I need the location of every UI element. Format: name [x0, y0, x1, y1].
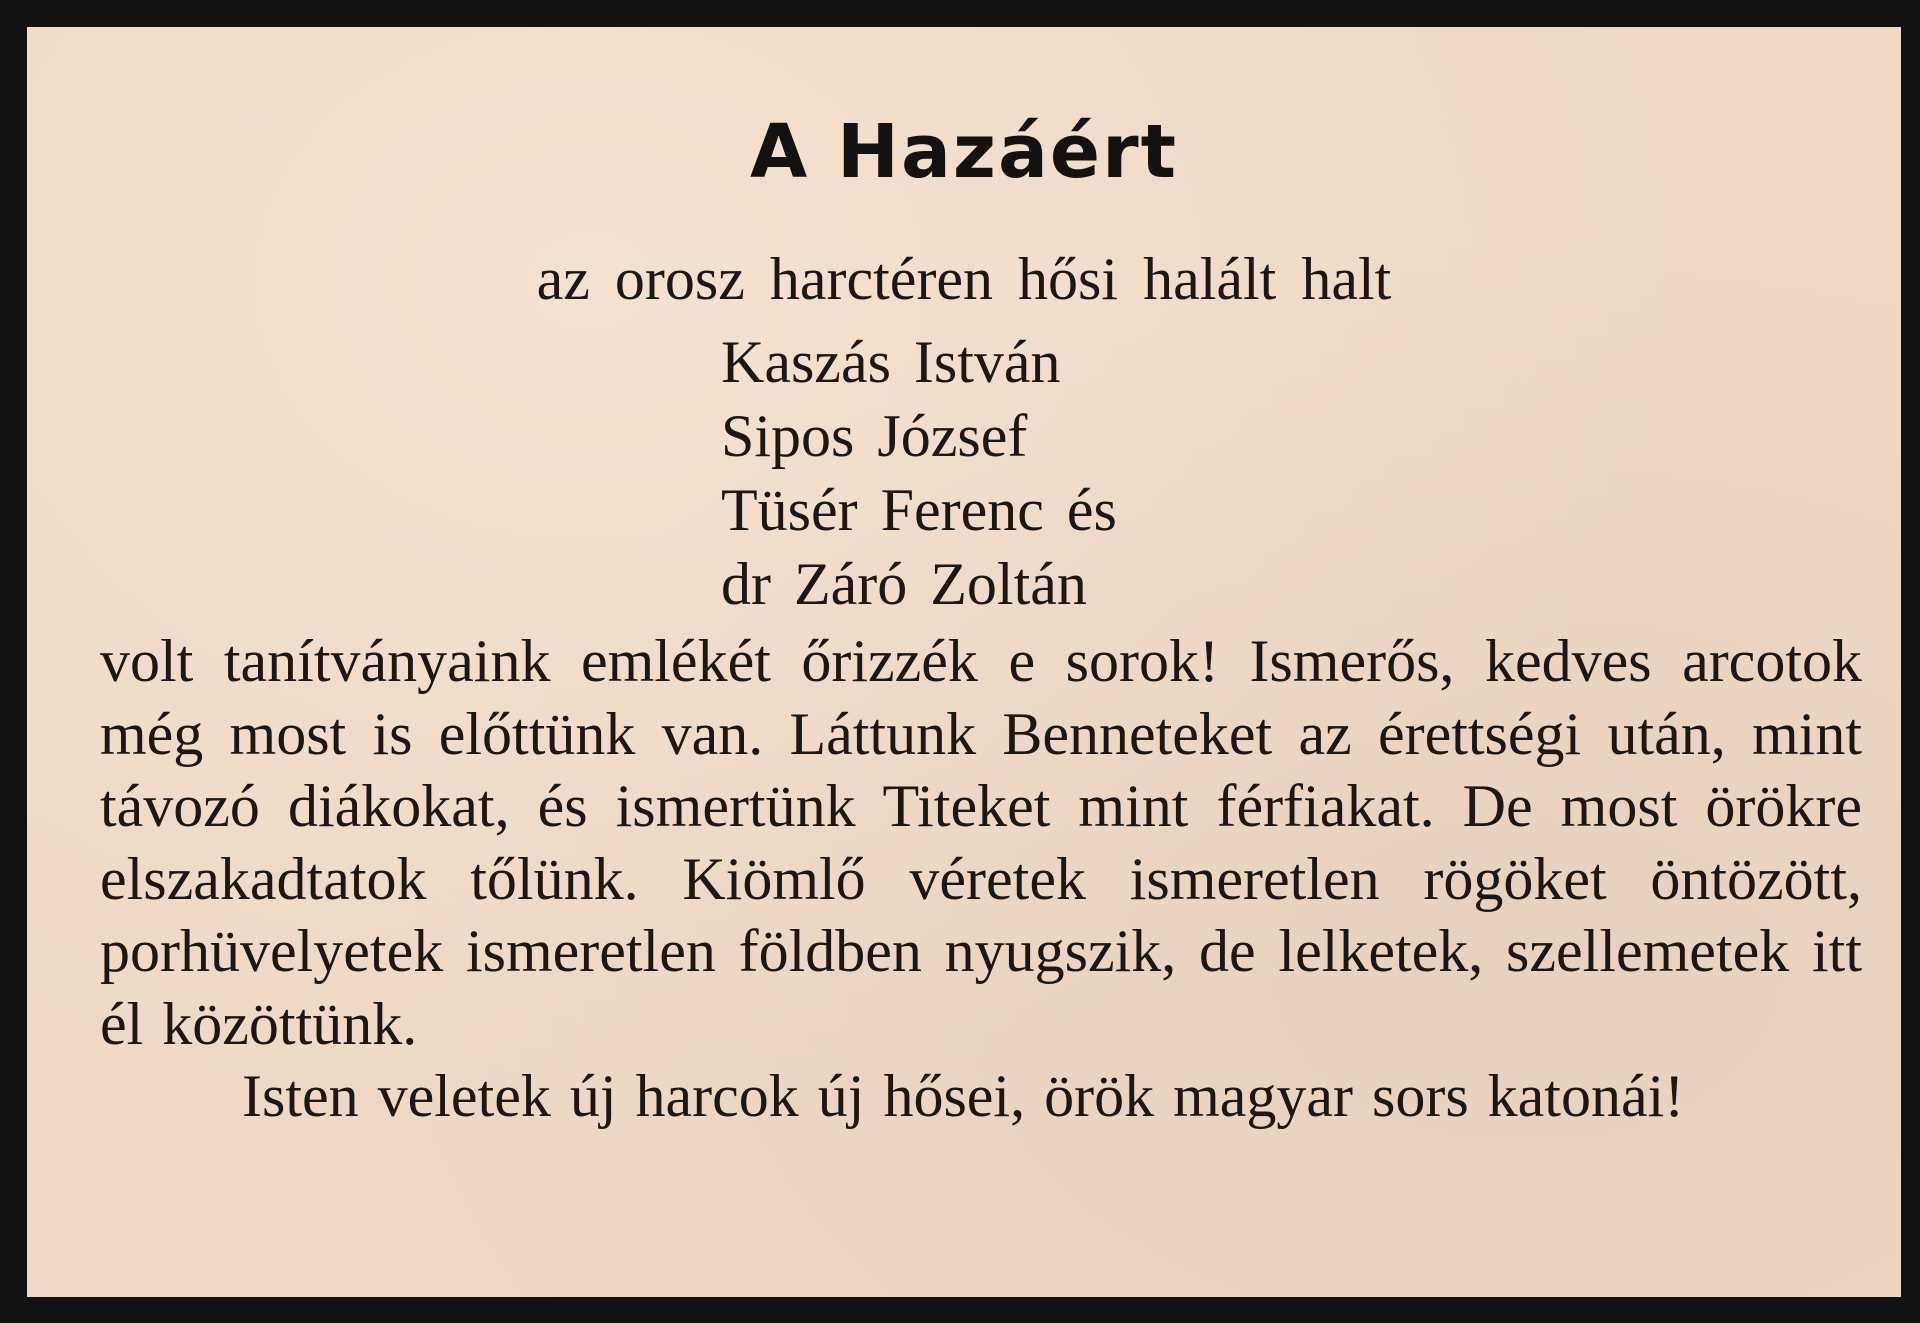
body-paragraph-tribute: volt tanítványaink emlékét őrizzék e sorok! Ismerős, kedves arcotok még most is előttünk van. Láttunk Benneteket az érettségi után, mint távozó diákokat, és ismertünk Titeket mint férfiakat. De most örökre elszakadtatok tőlünk. Kiömlő véretek ismeretlen rögöket öntözött, porhüvelyetek ismeretlen földben nyugszik, de lelketek, szellemetek itt él közöttünk. — [100, 628, 1862, 1057]
notice-subtitle: az orosz harctéren hősi halált halt — [536, 246, 1392, 312]
fallen-name: Sipos József — [721, 403, 1028, 469]
notice-title: A Hazáért — [750, 109, 1178, 195]
fallen-name: Kaszás István — [721, 329, 1061, 395]
fallen-names-list — [721, 325, 1117, 621]
memorial-notice — [27, 27, 1901, 1297]
fallen-name: Tüsér Ferenc és — [721, 477, 1117, 543]
fallen-name: dr Záró Zoltán — [721, 551, 1087, 617]
notice-body — [100, 625, 1862, 1133]
body-paragraph-farewell: Isten veletek új harcok új hősei, örök magyar sors katonái! — [242, 1063, 1685, 1129]
